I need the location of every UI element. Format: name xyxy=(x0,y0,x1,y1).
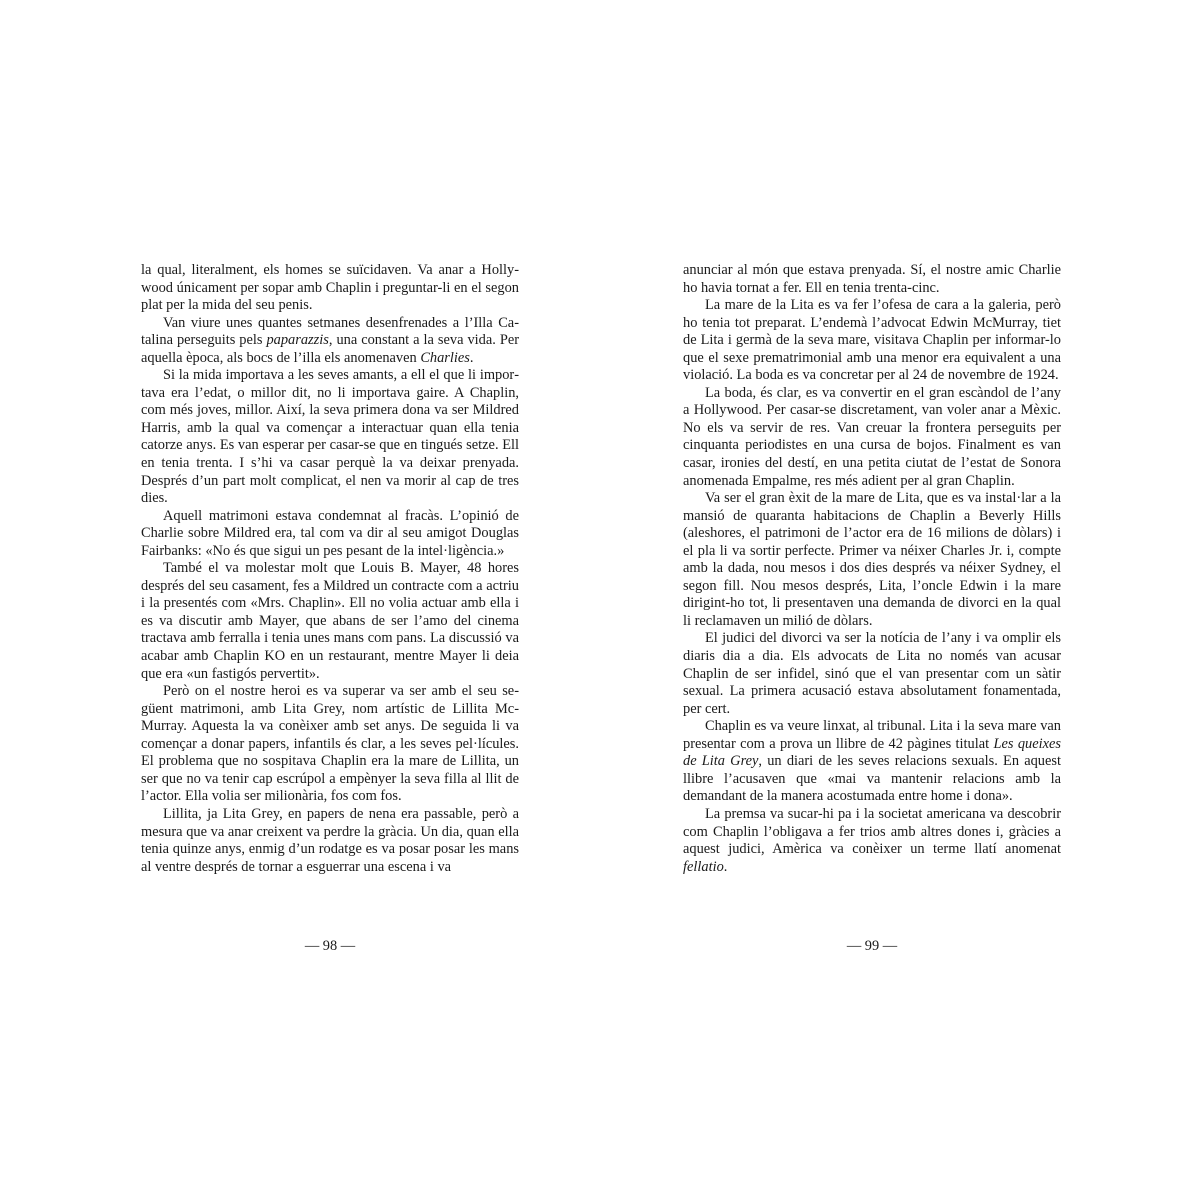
text-run: , una constant a la seva vida. Per aquella època, als bocs de l’illa els anomenaven xyxy=(141,332,519,366)
left-page-number: — 98 — xyxy=(304,938,356,954)
text-run: Lillita, ja Lita Grey, en papers de nena era passable, però a mesura que va anar creixent va perdre la gràcia. Un dia, quan ella tenia quinze anys, enmig d’un rodatge es va posar posar les mans al ventre després de tornar a esguerrar una escena i va xyxy=(141,805,519,875)
text-run: Però on el nostre heroi es va superar va ser amb el seu següent matrimoni, amb Lita Grey, nom artístic de Lillita McMurray. Aquesta la va conèixer amb set anys. De seguida li va començar a donar papers, infantils és clar, a les seves pel·lícules. El problema que no sospitava Chaplin era la mare de Lillita, un ser que no va tenir cap escrúpol a empènyer la seva filla al llit de l’actor. Ella volia ser milionària, fos com fos. xyxy=(141,683,519,805)
paragraph xyxy=(683,718,1061,806)
paragraph xyxy=(141,315,519,368)
text-run: També el va molestar molt que Louis B. Mayer, 48 hores després del seu casament, fes a Mildred un contracte com a actriu i la presentés com «Mrs. Chaplin». Ell no volia actuar amb ella i es va discutir amb Mayer, que abans de ser l’amo del cinema tractava amb ferralla i tenia unes mans com pans. La discussió va acabar amb Chaplin KO en un restaurant, mentre Mayer li deia que era «un fastigós pervertit». xyxy=(141,560,519,682)
italic-text: paparazzis xyxy=(266,332,329,349)
paragraph xyxy=(683,262,1061,297)
text-run: La premsa va sucar-hi pa i la societat americana va descobrir com Chaplin l’obligava a fer trios amb altres dones i, gràcies a aquest judici, Amèrica va conèixer un terme llatí anomenat xyxy=(683,805,1061,858)
paragraph xyxy=(141,560,519,683)
text-run: Va ser el gran èxit de la mare de Lita, que es va instal·lar a la mansió de quaranta habitacions de Chaplin a Beverly Hills (aleshores, el patrimoni de l’actor era de 16 milions de dòlars) i el pla li va sortir perfecte. Primer va néixer Charles Jr. i, compte amb la dada, nou mesos i dos dies després va néixer Sydney, el segon fill. Nou mesos després, Lita, l’oncle Edwin i la mare dirigint-ho tot, li presentaven una demanda de divorci en la qual li reclamaven un milió de dòlars. xyxy=(683,490,1061,629)
text-run: . xyxy=(469,349,474,366)
right-page-text xyxy=(683,262,1061,876)
text-run: Si la mida importava a les seves amants, a ell el que li importava era l’edat, o millor dit, no li importava gaire. A Chaplin, com més joves, millor. Així, la seva primera dona va ser Mildred Harris, amb la qual va començar a interactuar quan ella tenia catorze anys. Es van esperar per casar-se que en tingués setze. Ell en tenia trenta. I s’hi va casar perquè la va deixar prenyada. Després d’un part molt complicat, el nen va morir al cap de tres dies. xyxy=(141,367,519,507)
paragraph xyxy=(141,806,519,876)
right-page-number: — 99 — xyxy=(846,938,898,954)
paragraph xyxy=(141,508,519,561)
paragraph xyxy=(141,262,519,315)
paragraph xyxy=(683,630,1061,718)
paragraph xyxy=(141,367,519,507)
text-run: la qual, literalment, els homes se suïcidaven. Va anar a Hollywood únicament per sopar amb Chaplin i preguntar-li en el segon plat per la mida del seu penis. xyxy=(141,262,519,314)
text-run: Chaplin es va veure linxat, al tribunal. Lita i la seva mare van presentar com a prova un llibre de 42 pàgines titulat xyxy=(683,718,1061,752)
paragraph xyxy=(683,490,1061,630)
paragraph xyxy=(141,683,519,806)
italic-text: Les queixes de Lita Grey xyxy=(683,735,1061,770)
left-page-text xyxy=(141,262,519,876)
paragraph xyxy=(683,385,1061,490)
text-run: La boda, és clar, es va convertir en el gran escàndol de l’any a Hollywood. Per casar-se discretament, van voler anar a Mèxic. No els va servir de res. Van creuar la frontera perseguits per cinquanta periodistes en una cursa de bojos. Finalment es van casar, ironies del destí, en una petita ciutat de l’estat de Sonora anomenada Empalme, res més adient per al gran Chaplin. xyxy=(683,384,1061,489)
text-run: Aquell matrimoni estava condemnat al fracàs. L’opinió de Charlie sobre Mildred era, tal com va dir al seu amigot Douglas Fairbanks: «No és que sigui un pes pesant de la intel·ligència.» xyxy=(141,507,519,559)
italic-text: Charlies xyxy=(420,349,470,366)
paragraph xyxy=(683,806,1061,876)
text-run: anunciar al món que estava prenyada. Sí, el nostre amic Charlie ho havia tornat a fer. Ell en tenia trenta-cinc. xyxy=(683,262,1061,296)
text-run: La mare de la Lita es va fer l’ofesa de cara a la galeria, però ho tenia tot preparat. L’endemà l’advocat Edwin McMurray, tiet de Lita i germà de la seva mare, visitava Chaplin per informar-lo que el sexe prematrimonial amb una menor era equivalent a una violació. La boda es va concretar per al 24 de novembre de 1924. xyxy=(683,297,1061,384)
text-run: , un diari de les seves relacions sexuals. En aquest llibre l’acusaven que «mai va mantenir relacions amb la demandant de la manera acostumada entre home i dona». xyxy=(683,753,1061,805)
text-run: Van viure unes quantes setmanes desenfrenades a l’Illa Catalina perseguits pels xyxy=(141,314,519,349)
italic-text: fellatio xyxy=(683,858,724,875)
text-run: El judici del divorci va ser la notícia de l’any i va omplir els diaris dia a dia. Els advocats de Lita no només van acusar Chaplin de ser infidel, sinó que el van presentar com un sàtir sexual. La primera acusació estava absolutament fonamentada, per cert. xyxy=(683,630,1061,717)
text-run: . xyxy=(723,858,728,875)
paragraph xyxy=(683,297,1061,385)
